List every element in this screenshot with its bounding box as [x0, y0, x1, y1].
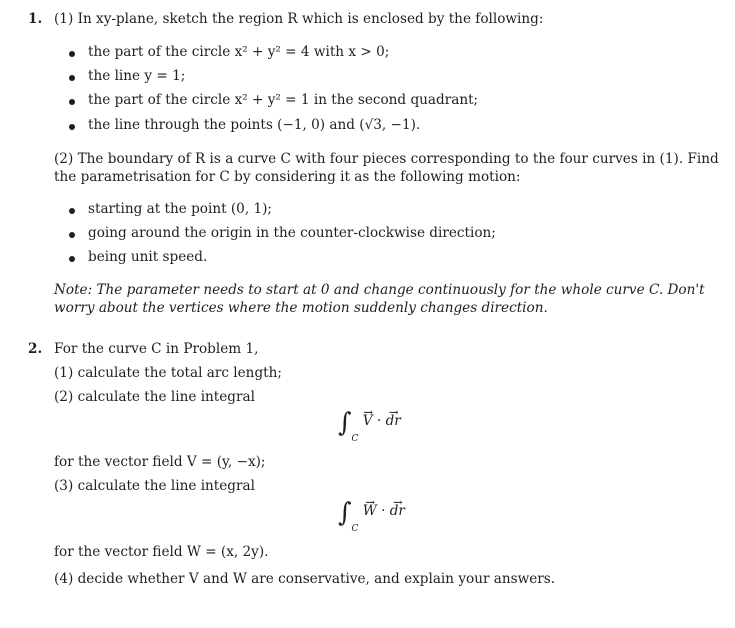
bullet-circle-radius-2: the part of the circle x² + y² = 4 with x > 0; — [88, 44, 390, 60]
problem-2-intro: For the curve C in Problem 1, — [54, 341, 259, 357]
integral-sign: ∫ — [338, 498, 352, 528]
problem-1-number: 1. — [28, 11, 43, 27]
dot-operator: · — [376, 413, 382, 429]
bullet-line-through-points: the line through the points (−1, 0) and (√3, −1). — [88, 117, 421, 133]
problem-1-part-2-line-2: the parametrisation for C by considering it as the following motion: — [54, 169, 521, 185]
integral-subscript: C — [351, 524, 359, 534]
problem-2-item-2: (2) calculate the line integral — [54, 389, 255, 405]
bullet-line-y-1: the line y = 1; — [88, 68, 186, 84]
line-integral-v — [338, 408, 401, 444]
vector-field-w-definition: for the vector field W = (x, 2y). — [54, 544, 269, 560]
vector-dr: → dr — [386, 413, 401, 429]
bullet-start-point: starting at the point (0, 1); — [88, 201, 273, 217]
bullet-unit-speed: being unit speed. — [88, 249, 208, 265]
bullet-icon — [69, 75, 75, 81]
problem-2-item-1: (1) calculate the total arc length; — [54, 365, 282, 381]
problem-1-part-2-line-1: (2) The boundary of R is a curve C with four pieces corresponding to the four curves in (1). Find — [54, 151, 719, 167]
bullet-icon — [69, 99, 75, 105]
vector-w: → W — [363, 503, 377, 519]
problem-2-item-3: (3) calculate the line integral — [54, 478, 255, 494]
vector-field-v-definition: for the vector field V = (y, −x); — [54, 454, 266, 470]
integral-sign: ∫ — [338, 408, 352, 438]
bullet-icon — [69, 256, 75, 262]
vector-dr: → dr — [390, 503, 405, 519]
vector-v: → V — [363, 413, 373, 429]
dot-operator: · — [381, 503, 386, 519]
bullet-icon — [69, 51, 75, 57]
line-integral-w — [338, 498, 405, 534]
bullet-direction: going around the origin in the counter-clockwise direction; — [88, 225, 496, 241]
bullet-circle-radius-1: the part of the circle x² + y² = 1 in the second quadrant; — [88, 92, 479, 108]
note-line-2: worry about the vertices where the motion suddenly changes direction. — [54, 300, 548, 316]
problem-1-part-1-intro: (1) In xy-plane, sketch the region R which is enclosed by the following: — [54, 11, 544, 27]
bullet-icon — [69, 208, 75, 214]
note-line-1: Note: The parameter needs to start at 0 and change continuously for the whole curve C. Don't — [54, 282, 705, 298]
integral-subscript: C — [351, 434, 359, 444]
bullet-icon — [69, 124, 75, 130]
bullet-icon — [69, 232, 75, 238]
problem-2-item-4: (4) decide whether V and W are conservative, and explain your answers. — [54, 571, 556, 587]
problem-2-number: 2. — [28, 341, 43, 357]
